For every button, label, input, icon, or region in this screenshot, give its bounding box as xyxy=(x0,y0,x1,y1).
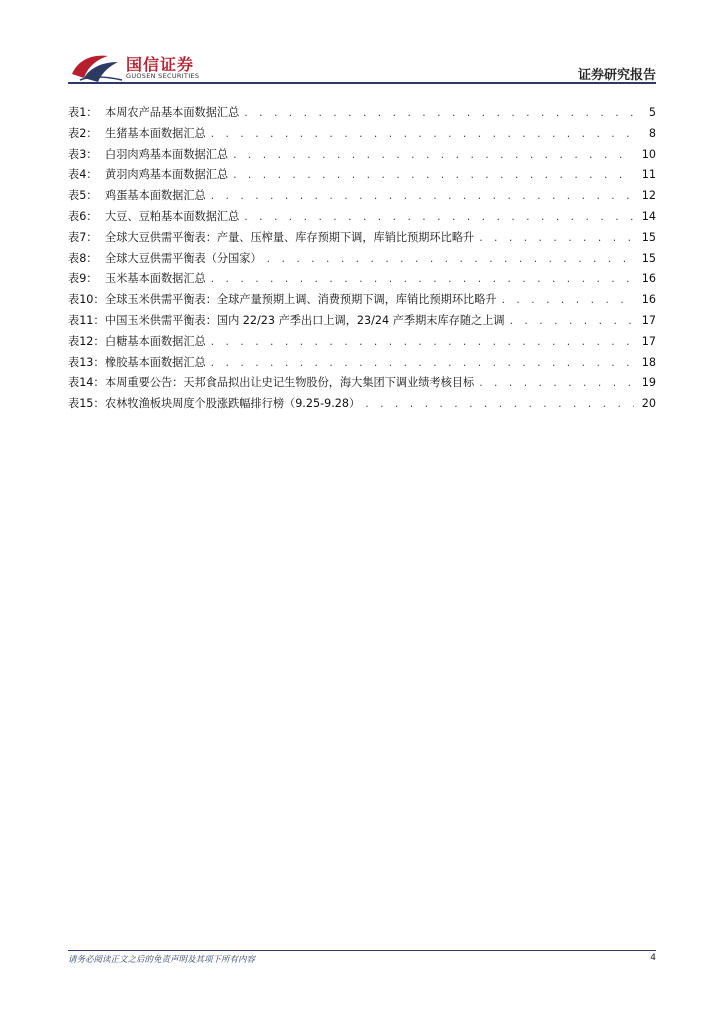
toc-entry-label: 表10： xyxy=(68,293,105,307)
header-divider xyxy=(68,82,656,84)
toc-entry-label: 表7： xyxy=(68,230,98,244)
toc-entry-title[interactable]: 橡胶基本面数据汇总 xyxy=(105,355,206,369)
toc-entry[interactable] xyxy=(68,249,656,270)
toc-entry[interactable] xyxy=(68,207,656,228)
toc-entry-label: 表13： xyxy=(68,355,105,369)
toc-entry[interactable] xyxy=(68,186,656,207)
toc-entry-label: 表11： xyxy=(68,313,105,327)
toc-entry-title[interactable]: 农林牧渔板块周度个股涨跌幅排行榜（9.25-9.28） xyxy=(105,397,361,411)
toc-entry[interactable] xyxy=(68,290,656,311)
toc-entry[interactable] xyxy=(68,124,656,145)
toc-leader-dots xyxy=(232,146,634,167)
toc-entry-page[interactable]: 15 xyxy=(641,251,656,265)
page-header xyxy=(0,0,724,90)
toc-entry-label: 表9： xyxy=(68,272,98,286)
toc-leader-dots xyxy=(210,354,634,375)
toc-entry-label: 表15： xyxy=(68,397,105,411)
footer-divider xyxy=(68,950,656,951)
toc-entry[interactable] xyxy=(68,311,656,332)
toc-entry[interactable] xyxy=(68,145,656,166)
toc-entry[interactable] xyxy=(68,165,656,186)
toc-entry-page[interactable]: 15 xyxy=(641,230,656,244)
toc-leader-dots xyxy=(243,208,634,229)
toc-entry[interactable] xyxy=(68,269,656,290)
toc-entry[interactable] xyxy=(68,353,656,374)
toc-entry[interactable] xyxy=(68,228,656,249)
toc-entry-page[interactable]: 17 xyxy=(641,313,656,327)
toc-entry-label: 表2： xyxy=(68,126,98,140)
brand-name-cn: 国信证券 xyxy=(126,55,195,74)
guosen-logo-icon xyxy=(70,50,126,84)
toc-entry-title[interactable]: 全球大豆供需平衡表：产量、压榨量、库存预期下调，库销比预期环比略升 xyxy=(105,230,475,244)
toc-entry-label: 表14： xyxy=(68,376,105,390)
toc-entry-page[interactable]: 16 xyxy=(641,272,656,286)
toc-entry[interactable] xyxy=(68,103,656,124)
toc-leader-dots xyxy=(210,125,634,146)
toc-entry[interactable] xyxy=(68,373,656,394)
page-number: 4 xyxy=(650,953,656,963)
toc-leader-dots xyxy=(210,187,634,208)
toc-leader-dots xyxy=(509,312,634,333)
toc-entry-page[interactable]: 20 xyxy=(641,397,656,411)
toc-entry-title[interactable]: 玉米基本面数据汇总 xyxy=(105,272,206,286)
toc-entry-label: 表5： xyxy=(68,189,98,203)
toc-entry-title[interactable]: 本周重要公告：天邦食品拟出让史记生物股份，海大集团下调业绩考核目标 xyxy=(105,376,475,390)
toc-leader-dots xyxy=(210,270,634,291)
toc-leader-dots xyxy=(232,166,634,187)
toc-entry-title[interactable]: 鸡蛋基本面数据汇总 xyxy=(105,189,206,203)
toc-leader-dots xyxy=(210,333,634,354)
toc-entry-page[interactable]: 8 xyxy=(648,126,656,140)
brand-name-en: GUOSEN SECURITIES xyxy=(126,72,200,80)
toc-entry-label: 表12： xyxy=(68,334,105,348)
toc-entry-title[interactable]: 生猪基本面数据汇总 xyxy=(105,126,206,140)
toc-entry-page[interactable]: 17 xyxy=(641,334,656,348)
footer-disclaimer: 请务必阅读正文之后的免责声明及其项下所有内容 xyxy=(68,955,256,965)
toc-entry-title[interactable]: 全球玉米供需平衡表：全球产量预期上调、消费预期下调，库销比预期环比略升 xyxy=(105,293,497,307)
brand-logo xyxy=(70,50,210,86)
toc-leader-dots xyxy=(478,374,634,395)
toc-leader-dots xyxy=(478,229,634,250)
toc-entry-page[interactable]: 19 xyxy=(641,376,656,390)
toc-entry-page[interactable]: 12 xyxy=(641,189,656,203)
toc-entry-title[interactable]: 中国玉米供需平衡表：国内 22/23 产季出口上调，23/24 产季期末库存随之上调 xyxy=(105,313,505,327)
toc-entry-page[interactable]: 10 xyxy=(641,147,656,161)
toc-entry[interactable] xyxy=(68,394,656,415)
toc-leader-dots xyxy=(243,104,634,125)
toc-entry-title[interactable]: 白羽肉鸡基本面数据汇总 xyxy=(105,147,229,161)
toc-entry-title[interactable]: 黄羽肉鸡基本面数据汇总 xyxy=(105,168,229,182)
toc-entry-label: 表8： xyxy=(68,251,98,265)
toc-entry-page[interactable]: 14 xyxy=(641,209,656,223)
toc-entry-label: 表4： xyxy=(68,168,98,182)
toc-entry-title[interactable]: 白糖基本面数据汇总 xyxy=(105,334,206,348)
toc-entry-title[interactable]: 大豆、豆粕基本面数据汇总 xyxy=(105,209,240,223)
toc-leader-dots xyxy=(501,291,634,312)
toc-entry-label: 表3： xyxy=(68,147,98,161)
toc-entry-page[interactable]: 18 xyxy=(641,355,656,369)
toc-entry-title[interactable]: 本周农产品基本面数据汇总 xyxy=(105,106,240,119)
toc-entry-page[interactable]: 16 xyxy=(641,293,656,307)
toc-entry-label: 表6： xyxy=(68,209,98,223)
toc-entry[interactable] xyxy=(68,332,656,353)
toc-entry-title[interactable]: 全球大豆供需平衡表（分国家） xyxy=(105,251,262,265)
toc-entry-page[interactable]: 11 xyxy=(641,168,656,182)
toc-leader-dots xyxy=(364,395,634,416)
toc-leader-dots xyxy=(266,250,634,271)
toc-entry-page[interactable]: 5 xyxy=(648,106,656,119)
report-type-label: 证券研究报告 xyxy=(577,68,656,83)
table-of-tables xyxy=(68,103,656,415)
toc-entry-label: 表1： xyxy=(68,106,98,119)
